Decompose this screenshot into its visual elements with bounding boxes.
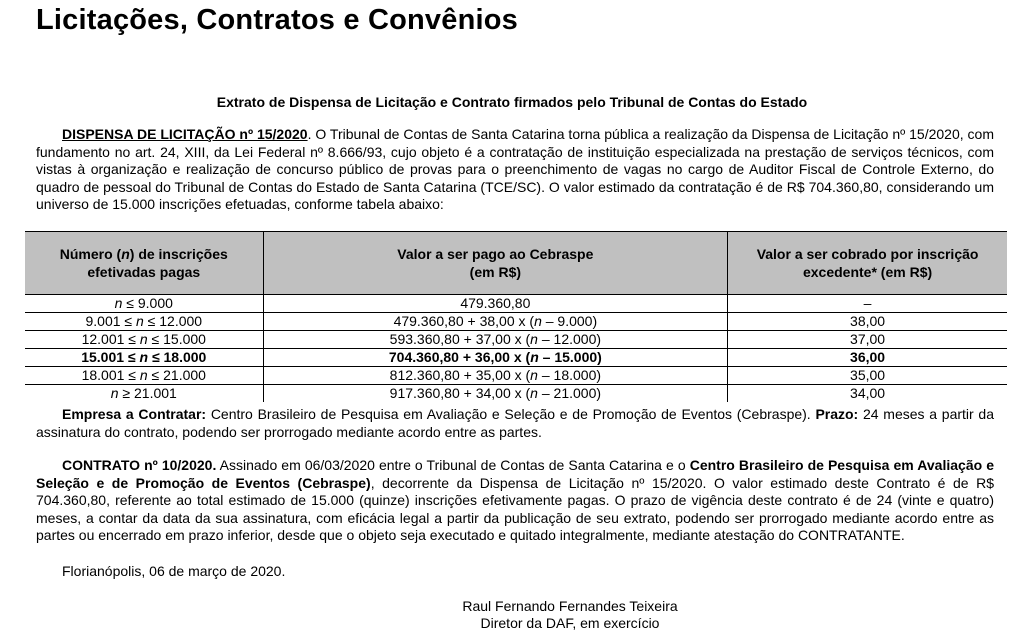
cell-value: 704.360,80 + 36,00 x (n – 15.000) xyxy=(263,349,728,367)
table-row xyxy=(25,385,1007,403)
place-date: Florianópolis, 06 de março de 2020. xyxy=(62,563,286,579)
empresa-label: Empresa a Contratar: xyxy=(62,406,207,422)
cell-range: n ≤ 9.000 xyxy=(25,295,263,313)
table-row xyxy=(25,349,1007,367)
prazo-label: Prazo: xyxy=(815,406,859,422)
page-title: Licitações, Contratos e Convênios xyxy=(36,4,518,36)
signature-role: Diretor da DAF, em exercício xyxy=(480,615,660,631)
pricing-table xyxy=(25,231,1007,402)
cell-excess: 38,00 xyxy=(728,313,1007,331)
header-valor-pago: Valor a ser pago ao Cebraspe (em R$) xyxy=(263,232,728,295)
cell-value: 917.360,80 + 34,00 x (n – 21.000) xyxy=(263,385,728,403)
cell-value: 479.360,80 xyxy=(263,295,728,313)
header-valor-excedente: Valor a ser cobrado por inscrição excedente* (em R$) xyxy=(728,232,1007,295)
table-row xyxy=(25,295,1007,313)
table-row xyxy=(25,367,1007,385)
dispensa-paragraph xyxy=(36,126,994,214)
cell-value: 479.360,80 + 38,00 x (n – 9.000) xyxy=(263,313,728,331)
contrato-label: CONTRATO nº 10/2020. xyxy=(62,457,217,473)
cell-value: 812.360,80 + 35,00 x (n – 18.000) xyxy=(263,367,728,385)
contrato-text-2: , decorrente da Dispensa de Licitação nº 15/2020. O valor estimado deste Contrato é de R$ 704.360,80, referente ao total estimado de 15.000 (quinze) inscrições efetivamente pagas. O prazo de vigência deste contrato é de 24 (vinte e quatro) meses, a contar da data da sua assinatura, com eficácia legal a partir da publicação de seu extrato, podendo ser prorrogado mediante acordo entre as partes ou encerrado em prazo inferior, desde que o objeto seja executado e quitado integralmente, mediante atestação do CONTRATANTE. xyxy=(36,474,994,544)
dispensa-text: . O Tribunal de Contas de Santa Catarina torna pública a realização da Dispensa de Licitação nº 15/2020, com fundamento no art. 24, XIII, da Lei Federal nº 8.666/93, cujo objeto é a contratação de instituição especializada na prestação de serviços técnicos, com vistas à organização e realização de concurso público de provas para o preenchimento de vagas no cargo de Auditor Fiscal de Controle Externo, do quadro de pessoal do Tribunal de Contas do Estado de Santa Catarina (TCE/SC). O valor estimado da contratação é de R$ 704.360,80, considerando um universo de 15.000 inscrições efetuadas, conforme tabela abaixo: xyxy=(36,126,994,213)
extract-heading: Extrato de Dispensa de Licitação e Contrato firmados pelo Tribunal de Contas do Estado xyxy=(216,94,808,110)
table-row xyxy=(25,331,1007,349)
table-header-row xyxy=(25,232,1007,295)
cell-value: 593.360,80 + 37,00 x (n – 12.000) xyxy=(263,331,728,349)
signature-name: Raul Fernando Fernandes Teixeira xyxy=(462,598,678,614)
cell-excess: 36,00 xyxy=(728,349,1007,367)
cell-range: 18.001 ≤ n ≤ 21.000 xyxy=(25,367,263,385)
empresa-paragraph xyxy=(36,406,994,441)
contrato-text-1: Assinado em 06/03/2020 entre o Tribunal de Contas de Santa Catarina e o xyxy=(216,457,690,473)
cell-excess: – xyxy=(728,295,1007,313)
header-inscricoes: Número (n) de inscrições efetivadas pagas xyxy=(25,232,263,295)
contrato-company: Centro Brasileiro de Pesquisa em Avaliação e Seleção e de Promoção de Eventos (Cebraspe) xyxy=(36,457,995,491)
cell-excess: 35,00 xyxy=(728,367,1007,385)
cell-range: n ≥ 21.001 xyxy=(110,385,177,401)
cell-range: 9.001 ≤ n ≤ 12.000 xyxy=(25,313,263,331)
cell-excess: 37,00 xyxy=(728,331,1007,349)
dispensa-label: DISPENSA DE LICITAÇÃO nº 15/2020 xyxy=(62,126,308,142)
cell-excess: 34,00 xyxy=(728,385,1007,403)
contrato-paragraph xyxy=(36,457,994,545)
cell-range: 15.001 ≤ n ≤ 18.000 xyxy=(25,349,263,367)
empresa-text: Centro Brasileiro de Pesquisa em Avaliação e Seleção e de Promoção de Eventos (Cebraspe). xyxy=(206,406,816,422)
prazo-text: 24 meses a partir da assinatura do contrato, podendo ser prorrogado mediante acordo entre as partes. xyxy=(36,406,994,440)
cell-range: 12.001 ≤ n ≤ 15.000 xyxy=(25,331,263,349)
table-body xyxy=(25,295,1007,403)
table-row xyxy=(25,313,1007,331)
